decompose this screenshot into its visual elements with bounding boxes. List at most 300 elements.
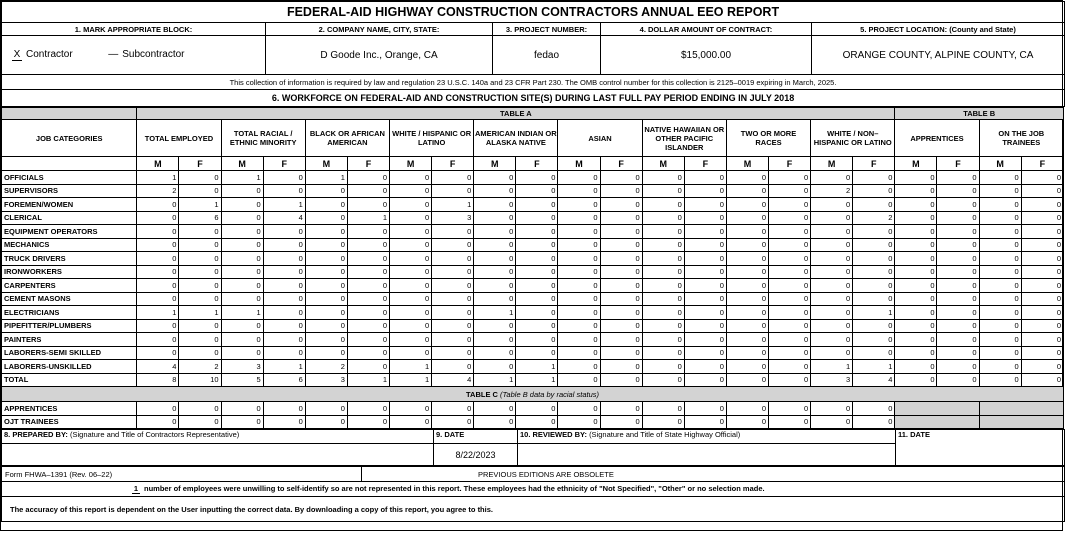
row-value[interactable]: 0	[558, 415, 600, 429]
row-value[interactable]: 4	[432, 373, 474, 387]
row-value[interactable]: 0	[895, 265, 937, 279]
row-value[interactable]: 0	[853, 279, 895, 293]
row-value[interactable]: 0	[769, 306, 811, 320]
row-value[interactable]: 0	[979, 333, 1021, 347]
row-value[interactable]: 1	[390, 373, 432, 387]
row-value[interactable]: 0	[516, 184, 558, 198]
row-value[interactable]: 0	[305, 292, 347, 306]
row-value[interactable]: 6	[179, 211, 221, 225]
row-value[interactable]: 0	[769, 225, 811, 239]
row-value[interactable]: 0	[1021, 360, 1063, 374]
row-value[interactable]: 0	[263, 292, 305, 306]
row-value[interactable]: 0	[769, 360, 811, 374]
row-value[interactable]: 0	[769, 211, 811, 225]
row-value[interactable]: 0	[137, 415, 179, 429]
row-value[interactable]: 0	[179, 252, 221, 266]
row-value[interactable]: 0	[684, 225, 726, 239]
row-value[interactable]: 0	[390, 279, 432, 293]
row-value[interactable]: 0	[642, 402, 684, 416]
row-value[interactable]: 1	[137, 306, 179, 320]
row-value[interactable]: 0	[979, 211, 1021, 225]
row-value[interactable]: 0	[1021, 198, 1063, 212]
row-value[interactable]: 0	[137, 238, 179, 252]
row-value[interactable]: 0	[432, 333, 474, 347]
row-value[interactable]: 0	[811, 333, 853, 347]
row-value[interactable]: 0	[432, 319, 474, 333]
row-value[interactable]: 0	[347, 252, 389, 266]
row-value[interactable]: 0	[1021, 373, 1063, 387]
row-value[interactable]: 0	[642, 184, 684, 198]
row-value[interactable]: 0	[642, 279, 684, 293]
row-value[interactable]: 10	[179, 373, 221, 387]
row-value[interactable]: 0	[137, 346, 179, 360]
row-value[interactable]: 0	[305, 346, 347, 360]
row-value[interactable]: 1	[432, 198, 474, 212]
row-value[interactable]: 0	[684, 184, 726, 198]
row-value[interactable]: 0	[726, 238, 768, 252]
row-value[interactable]: 0	[474, 198, 516, 212]
row-value[interactable]: 0	[347, 171, 389, 185]
row-value[interactable]: 0	[390, 211, 432, 225]
row-value[interactable]: 0	[347, 333, 389, 347]
row-value[interactable]: 0	[600, 402, 642, 416]
row-value[interactable]: 0	[179, 184, 221, 198]
row-value[interactable]: 0	[558, 265, 600, 279]
row-value[interactable]: 0	[263, 319, 305, 333]
row-value[interactable]: 0	[558, 184, 600, 198]
row-value[interactable]: 0	[853, 346, 895, 360]
row-value[interactable]: 0	[390, 252, 432, 266]
row-value[interactable]: 0	[558, 402, 600, 416]
row-value[interactable]: 0	[558, 225, 600, 239]
row-value[interactable]: 0	[347, 265, 389, 279]
row-value[interactable]: 0	[895, 360, 937, 374]
row-value[interactable]: 0	[137, 198, 179, 212]
row-value[interactable]: 0	[684, 211, 726, 225]
row-value[interactable]: 0	[726, 252, 768, 266]
row-value[interactable]: 0	[811, 279, 853, 293]
row-value[interactable]: 0	[726, 415, 768, 429]
row-value[interactable]: 0	[179, 333, 221, 347]
row-value[interactable]: 0	[979, 319, 1021, 333]
row-value[interactable]: 0	[684, 238, 726, 252]
row-value[interactable]: 0	[558, 238, 600, 252]
row-value[interactable]: 0	[390, 402, 432, 416]
row-value[interactable]: 0	[347, 225, 389, 239]
row-value[interactable]: 0	[937, 333, 979, 347]
row-value[interactable]: 0	[305, 225, 347, 239]
row-value[interactable]: 0	[474, 171, 516, 185]
row-value[interactable]: 0	[600, 265, 642, 279]
row-value[interactable]: 0	[474, 346, 516, 360]
row-value[interactable]: 0	[726, 225, 768, 239]
row-value[interactable]: 0	[979, 171, 1021, 185]
row-value[interactable]: 1	[474, 373, 516, 387]
row-value[interactable]: 0	[179, 415, 221, 429]
row-value[interactable]: 0	[769, 346, 811, 360]
row-value[interactable]: 0	[305, 306, 347, 320]
row-value[interactable]: 0	[1021, 333, 1063, 347]
row-value[interactable]: 0	[347, 346, 389, 360]
row-value[interactable]: 0	[600, 360, 642, 374]
row-value[interactable]: 1	[516, 373, 558, 387]
row-value[interactable]: 1	[305, 171, 347, 185]
row-value[interactable]: 0	[221, 211, 263, 225]
row-value[interactable]: 0	[726, 292, 768, 306]
row-value[interactable]: 1	[853, 360, 895, 374]
row-value[interactable]: 0	[432, 184, 474, 198]
row-value[interactable]: 0	[432, 238, 474, 252]
row-value[interactable]: 0	[221, 265, 263, 279]
row-value[interactable]: 0	[390, 346, 432, 360]
row-value[interactable]: 0	[853, 415, 895, 429]
row-value[interactable]: 0	[979, 225, 1021, 239]
row-value[interactable]: 0	[263, 415, 305, 429]
row-value[interactable]: 0	[769, 265, 811, 279]
row-value[interactable]: 0	[979, 373, 1021, 387]
row-value[interactable]: 0	[137, 319, 179, 333]
row-value[interactable]: 0	[937, 198, 979, 212]
row-value[interactable]: 0	[347, 360, 389, 374]
row-value[interactable]: 0	[937, 252, 979, 266]
row-value[interactable]: 0	[516, 171, 558, 185]
row-value[interactable]: 0	[600, 279, 642, 293]
row-value[interactable]: 3	[432, 211, 474, 225]
row-value[interactable]: 0	[811, 225, 853, 239]
row-value[interactable]: 0	[347, 184, 389, 198]
row-value[interactable]: 0	[558, 252, 600, 266]
row-value[interactable]: 0	[937, 306, 979, 320]
row-value[interactable]: 0	[853, 225, 895, 239]
row-value[interactable]: 0	[137, 265, 179, 279]
row-value[interactable]: 0	[769, 319, 811, 333]
row-value[interactable]: 0	[347, 198, 389, 212]
row-value[interactable]: 0	[600, 252, 642, 266]
row-value[interactable]: 0	[347, 238, 389, 252]
row-value[interactable]: 0	[432, 346, 474, 360]
row-value[interactable]: 1	[811, 360, 853, 374]
row-value[interactable]: 2	[137, 184, 179, 198]
row-value[interactable]: 3	[811, 373, 853, 387]
row-value[interactable]: 0	[558, 333, 600, 347]
row-value[interactable]: 0	[263, 184, 305, 198]
row-value[interactable]: 0	[600, 292, 642, 306]
row-value[interactable]: 0	[937, 373, 979, 387]
row-value[interactable]: 0	[853, 184, 895, 198]
row-value[interactable]: 0	[263, 252, 305, 266]
row-value[interactable]: 0	[895, 225, 937, 239]
row-value[interactable]: 0	[221, 346, 263, 360]
row-value[interactable]: 0	[895, 279, 937, 293]
row-value[interactable]: 0	[853, 319, 895, 333]
row-value[interactable]: 0	[811, 238, 853, 252]
row-value[interactable]: 0	[684, 415, 726, 429]
row-value[interactable]: 1	[179, 198, 221, 212]
row-value[interactable]: 0	[432, 225, 474, 239]
row-value[interactable]: 0	[937, 279, 979, 293]
row-value[interactable]: 0	[979, 360, 1021, 374]
row-value[interactable]: 0	[726, 198, 768, 212]
row-value[interactable]: 0	[979, 292, 1021, 306]
row-value[interactable]: 0	[600, 346, 642, 360]
row-value[interactable]: 0	[1021, 319, 1063, 333]
row-value[interactable]: 0	[811, 265, 853, 279]
row-value[interactable]: 0	[432, 279, 474, 293]
row-value[interactable]: 0	[474, 360, 516, 374]
row-value[interactable]: 0	[811, 306, 853, 320]
row-value[interactable]: 0	[979, 184, 1021, 198]
row-value[interactable]: 0	[895, 319, 937, 333]
row-value[interactable]: 0	[221, 252, 263, 266]
row-value[interactable]: 0	[137, 252, 179, 266]
row-value[interactable]: 0	[137, 402, 179, 416]
row-value[interactable]: 0	[137, 333, 179, 347]
row-value[interactable]: 0	[684, 360, 726, 374]
row-value[interactable]: 0	[390, 292, 432, 306]
row-value[interactable]: 0	[937, 238, 979, 252]
row-value[interactable]: 0	[558, 346, 600, 360]
row-value[interactable]: 0	[684, 306, 726, 320]
row-value[interactable]: 0	[263, 265, 305, 279]
row-value[interactable]: 0	[558, 319, 600, 333]
row-value[interactable]: 0	[516, 198, 558, 212]
row-value[interactable]: 4	[137, 360, 179, 374]
row-value[interactable]: 0	[1021, 171, 1063, 185]
row-value[interactable]: 0	[305, 265, 347, 279]
row-value[interactable]: 0	[432, 265, 474, 279]
row-value[interactable]: 0	[263, 346, 305, 360]
row-value[interactable]: 0	[263, 306, 305, 320]
row-value[interactable]: 4	[263, 211, 305, 225]
row-value[interactable]: 0	[347, 415, 389, 429]
row-value[interactable]: 0	[895, 198, 937, 212]
row-value[interactable]: 0	[305, 279, 347, 293]
row-value[interactable]: 0	[684, 402, 726, 416]
row-value[interactable]: 0	[726, 402, 768, 416]
row-value[interactable]: 2	[305, 360, 347, 374]
row-value[interactable]: 0	[432, 292, 474, 306]
row-value[interactable]: 5	[221, 373, 263, 387]
row-value[interactable]: 1	[263, 198, 305, 212]
row-value[interactable]: 0	[1021, 225, 1063, 239]
row-value[interactable]: 0	[474, 252, 516, 266]
row-value[interactable]: 0	[516, 225, 558, 239]
row-value[interactable]: 0	[769, 292, 811, 306]
row-value[interactable]: 0	[769, 402, 811, 416]
row-value[interactable]: 0	[1021, 211, 1063, 225]
row-value[interactable]: 0	[684, 319, 726, 333]
row-value[interactable]: 0	[516, 238, 558, 252]
row-value[interactable]: 0	[895, 184, 937, 198]
row-value[interactable]: 0	[600, 225, 642, 239]
row-value[interactable]: 0	[726, 373, 768, 387]
row-value[interactable]: 0	[642, 360, 684, 374]
row-value[interactable]: 0	[474, 238, 516, 252]
row-value[interactable]: 0	[853, 252, 895, 266]
row-value[interactable]: 0	[937, 292, 979, 306]
row-value[interactable]: 0	[895, 238, 937, 252]
row-value[interactable]: 0	[137, 225, 179, 239]
row-value[interactable]: 6	[263, 373, 305, 387]
row-value[interactable]: 0	[642, 171, 684, 185]
row-value[interactable]: 0	[895, 373, 937, 387]
row-value[interactable]: 0	[1021, 306, 1063, 320]
row-value[interactable]: 0	[769, 198, 811, 212]
row-value[interactable]: 0	[390, 171, 432, 185]
row-value[interactable]: 0	[895, 306, 937, 320]
row-value[interactable]: 0	[811, 198, 853, 212]
row-value[interactable]: 0	[390, 184, 432, 198]
row-value[interactable]: 0	[347, 319, 389, 333]
row-value[interactable]: 0	[558, 292, 600, 306]
row-value[interactable]: 1	[263, 360, 305, 374]
row-value[interactable]: 4	[853, 373, 895, 387]
row-value[interactable]: 0	[263, 171, 305, 185]
row-value[interactable]: 0	[600, 171, 642, 185]
row-value[interactable]: 0	[769, 415, 811, 429]
row-value[interactable]: 0	[1021, 238, 1063, 252]
row-value[interactable]: 0	[1021, 265, 1063, 279]
row-value[interactable]: 0	[305, 415, 347, 429]
row-value[interactable]: 0	[811, 402, 853, 416]
row-value[interactable]: 0	[895, 333, 937, 347]
row-value[interactable]: 0	[769, 238, 811, 252]
row-value[interactable]: 0	[221, 333, 263, 347]
row-value[interactable]: 0	[726, 279, 768, 293]
row-value[interactable]: 0	[558, 198, 600, 212]
row-value[interactable]: 0	[263, 225, 305, 239]
row-value[interactable]: 0	[642, 238, 684, 252]
row-value[interactable]: 0	[263, 333, 305, 347]
row-value[interactable]: 0	[516, 279, 558, 293]
row-value[interactable]: 0	[179, 402, 221, 416]
row-value[interactable]: 0	[853, 292, 895, 306]
row-value[interactable]: 0	[474, 292, 516, 306]
row-value[interactable]: 0	[558, 171, 600, 185]
row-value[interactable]: 0	[811, 415, 853, 429]
row-value[interactable]: 0	[684, 265, 726, 279]
row-value[interactable]: 0	[558, 306, 600, 320]
row-value[interactable]: 0	[474, 415, 516, 429]
row-value[interactable]: 0	[516, 211, 558, 225]
row-value[interactable]: 0	[474, 211, 516, 225]
row-value[interactable]: 0	[390, 265, 432, 279]
row-value[interactable]: 0	[432, 402, 474, 416]
row-value[interactable]: 0	[474, 279, 516, 293]
row-value[interactable]: 2	[811, 184, 853, 198]
row-value[interactable]: 0	[979, 346, 1021, 360]
row-value[interactable]: 0	[726, 306, 768, 320]
row-value[interactable]: 0	[642, 415, 684, 429]
row-value[interactable]: 0	[600, 198, 642, 212]
row-value[interactable]: 0	[769, 171, 811, 185]
row-value[interactable]: 0	[853, 265, 895, 279]
row-value[interactable]: 0	[432, 306, 474, 320]
row-value[interactable]: 0	[1021, 279, 1063, 293]
row-value[interactable]: 0	[642, 306, 684, 320]
row-value[interactable]: 0	[811, 346, 853, 360]
row-value[interactable]: 0	[600, 238, 642, 252]
row-value[interactable]: 0	[179, 292, 221, 306]
row-value[interactable]: 0	[221, 225, 263, 239]
row-value[interactable]: 0	[179, 265, 221, 279]
row-value[interactable]: 0	[263, 279, 305, 293]
row-value[interactable]: 2	[853, 211, 895, 225]
row-value[interactable]: 0	[221, 292, 263, 306]
row-value[interactable]: 0	[558, 279, 600, 293]
row-value[interactable]: 3	[221, 360, 263, 374]
row-value[interactable]: 0	[642, 319, 684, 333]
row-value[interactable]: 0	[684, 333, 726, 347]
row-value[interactable]: 0	[347, 402, 389, 416]
row-value[interactable]: 0	[305, 252, 347, 266]
row-value[interactable]: 0	[853, 238, 895, 252]
row-value[interactable]: 0	[432, 360, 474, 374]
row-value[interactable]: 0	[895, 252, 937, 266]
row-value[interactable]: 1	[137, 171, 179, 185]
row-value[interactable]: 0	[726, 346, 768, 360]
row-value[interactable]: 0	[600, 373, 642, 387]
row-value[interactable]: 0	[432, 171, 474, 185]
row-value[interactable]: 1	[474, 306, 516, 320]
row-value[interactable]: 1	[221, 171, 263, 185]
row-value[interactable]: 0	[811, 252, 853, 266]
row-value[interactable]: 1	[390, 360, 432, 374]
row-value[interactable]: 1	[347, 373, 389, 387]
row-value[interactable]: 0	[1021, 184, 1063, 198]
row-value[interactable]: 0	[895, 292, 937, 306]
row-value[interactable]: 0	[642, 346, 684, 360]
row-value[interactable]: 0	[642, 373, 684, 387]
row-value[interactable]: 0	[390, 306, 432, 320]
row-value[interactable]: 2	[179, 360, 221, 374]
row-value[interactable]: 0	[642, 225, 684, 239]
row-value[interactable]: 0	[979, 252, 1021, 266]
row-value[interactable]: 0	[895, 171, 937, 185]
row-value[interactable]: 0	[390, 198, 432, 212]
row-value[interactable]: 0	[305, 198, 347, 212]
row-value[interactable]: 0	[769, 279, 811, 293]
row-value[interactable]: 0	[684, 373, 726, 387]
row-value[interactable]: 0	[347, 306, 389, 320]
row-value[interactable]: 0	[305, 184, 347, 198]
row-value[interactable]: 1	[179, 306, 221, 320]
row-value[interactable]: 0	[263, 402, 305, 416]
row-value[interactable]: 0	[305, 319, 347, 333]
row-value[interactable]: 0	[769, 333, 811, 347]
row-value[interactable]: 0	[474, 225, 516, 239]
row-value[interactable]: 0	[1021, 252, 1063, 266]
row-value[interactable]: 0	[1021, 346, 1063, 360]
row-value[interactable]: 0	[600, 211, 642, 225]
row-value[interactable]: 0	[853, 333, 895, 347]
row-value[interactable]: 0	[600, 184, 642, 198]
row-value[interactable]: 0	[895, 211, 937, 225]
row-value[interactable]: 0	[600, 333, 642, 347]
row-value[interactable]: 0	[305, 238, 347, 252]
row-value[interactable]: 0	[853, 171, 895, 185]
row-value[interactable]: 0	[684, 198, 726, 212]
row-value[interactable]: 0	[179, 279, 221, 293]
row-value[interactable]: 0	[221, 238, 263, 252]
row-value[interactable]: 1	[516, 360, 558, 374]
row-value[interactable]: 0	[811, 292, 853, 306]
row-value[interactable]: 0	[937, 346, 979, 360]
row-value[interactable]: 0	[474, 265, 516, 279]
row-value[interactable]: 0	[558, 211, 600, 225]
row-value[interactable]: 0	[937, 265, 979, 279]
row-value[interactable]: 0	[979, 198, 1021, 212]
